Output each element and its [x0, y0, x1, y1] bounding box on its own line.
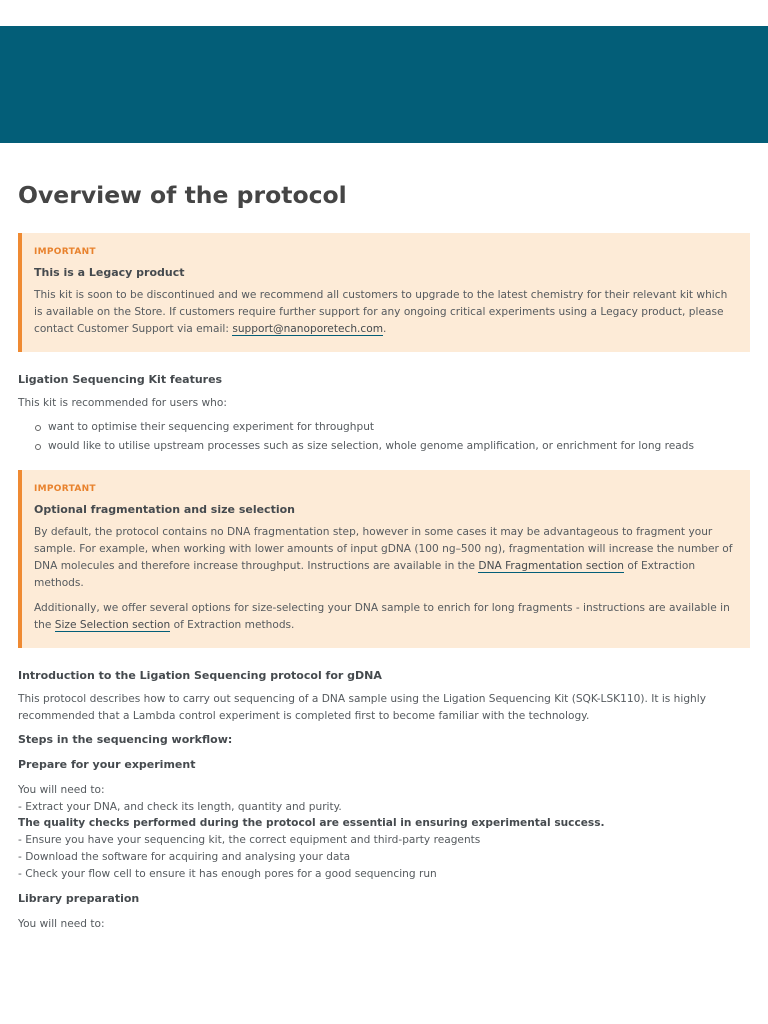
features-heading: Ligation Sequencing Kit features: [18, 373, 223, 386]
callout-text: This kit is soon to be discontinued and we recommend all customers to upgrade to the latest chemistry for their relevant kit which is available on the Store. If customers require further support for any ongoing critical experiments using a Legacy product, please contact Customer Support via email: support@nanoporetech.com.: [34, 289, 728, 335]
features-section: [18, 372, 750, 456]
step-line: - Extract your DNA, and check its length, quantity and purity.: [18, 800, 342, 813]
size-selection-link[interactable]: Size Selection section: [54, 619, 171, 631]
features-list: [18, 418, 750, 456]
features-intro: This kit is recommended for users who:: [18, 397, 227, 409]
main-content: [0, 181, 768, 933]
page-title: Overview of the protocol: [18, 181, 347, 209]
callout-title: Optional fragmentation and size selection: [34, 503, 295, 516]
callout-title: This is a Legacy product: [34, 266, 185, 279]
list-item: want to optimise their sequencing experiment for throughput: [48, 418, 750, 437]
introduction-text: This protocol describes how to carry out sequencing of a DNA sample using the Ligation Sequencing Kit (SQK-LSK110). It is highly recommended that a Lambda control experiment is completed first to become familiar with the technology.: [18, 693, 706, 722]
step-line: - Ensure you have your sequencing kit, the correct equipment and third-party reagents: [18, 834, 481, 847]
header-banner: [0, 26, 768, 143]
top-strip: [0, 0, 768, 26]
dna-fragmentation-link[interactable]: DNA Fragmentation section: [478, 560, 625, 572]
support-email-link[interactable]: support@nanoporetech.com: [232, 323, 384, 335]
callout-text: Additionally, we offer several options for size-selecting your DNA sample to enrich for long fragments - instructions are available in the Size Selection section of Extraction methods.: [34, 602, 730, 631]
bullet-icon: [35, 425, 41, 431]
step-line: - Download the software for acquiring and analysing your data: [18, 850, 351, 863]
callout-text: By default, the protocol contains no DNA fragmentation step, however in some cases it may be advantageous to fragment your sample. For example, when working with lower amounts of input gDNA (100 ng–500 ng), fragmentation will increase the number of DNA molecules and therefore increase throughput. Instructions are available in the DNA Fragmentation section of Extraction methods.: [34, 526, 733, 589]
step-line: You will need to:: [18, 784, 105, 796]
introduction-section: [18, 668, 750, 725]
callout-label: IMPORTANT: [34, 247, 96, 257]
important-callout-fragmentation: [18, 470, 750, 648]
library-heading: Library preparation: [18, 892, 140, 906]
introduction-heading: Introduction to the Ligation Sequencing protocol for gDNA: [18, 669, 382, 682]
workflow-section: [18, 732, 750, 933]
prepare-heading: Prepare for your experiment: [18, 758, 196, 771]
step-line: - Check your flow cell to ensure it has enough pores for a good sequencing run: [18, 867, 437, 880]
callout-label: IMPORTANT: [34, 484, 96, 494]
step-line-bold: The quality checks performed during the protocol are essential in ensuring experimental success.: [18, 817, 605, 830]
workflow-heading: Steps in the sequencing workflow:: [18, 733, 233, 746]
important-callout-legacy: [18, 233, 750, 352]
list-item: would like to utilise upstream processes such as size selection, whole genome amplification, or enrichment for long reads: [48, 437, 750, 456]
bullet-icon: [35, 444, 41, 450]
prepare-steps: [18, 782, 750, 882]
library-need: You will need to:: [18, 918, 105, 931]
